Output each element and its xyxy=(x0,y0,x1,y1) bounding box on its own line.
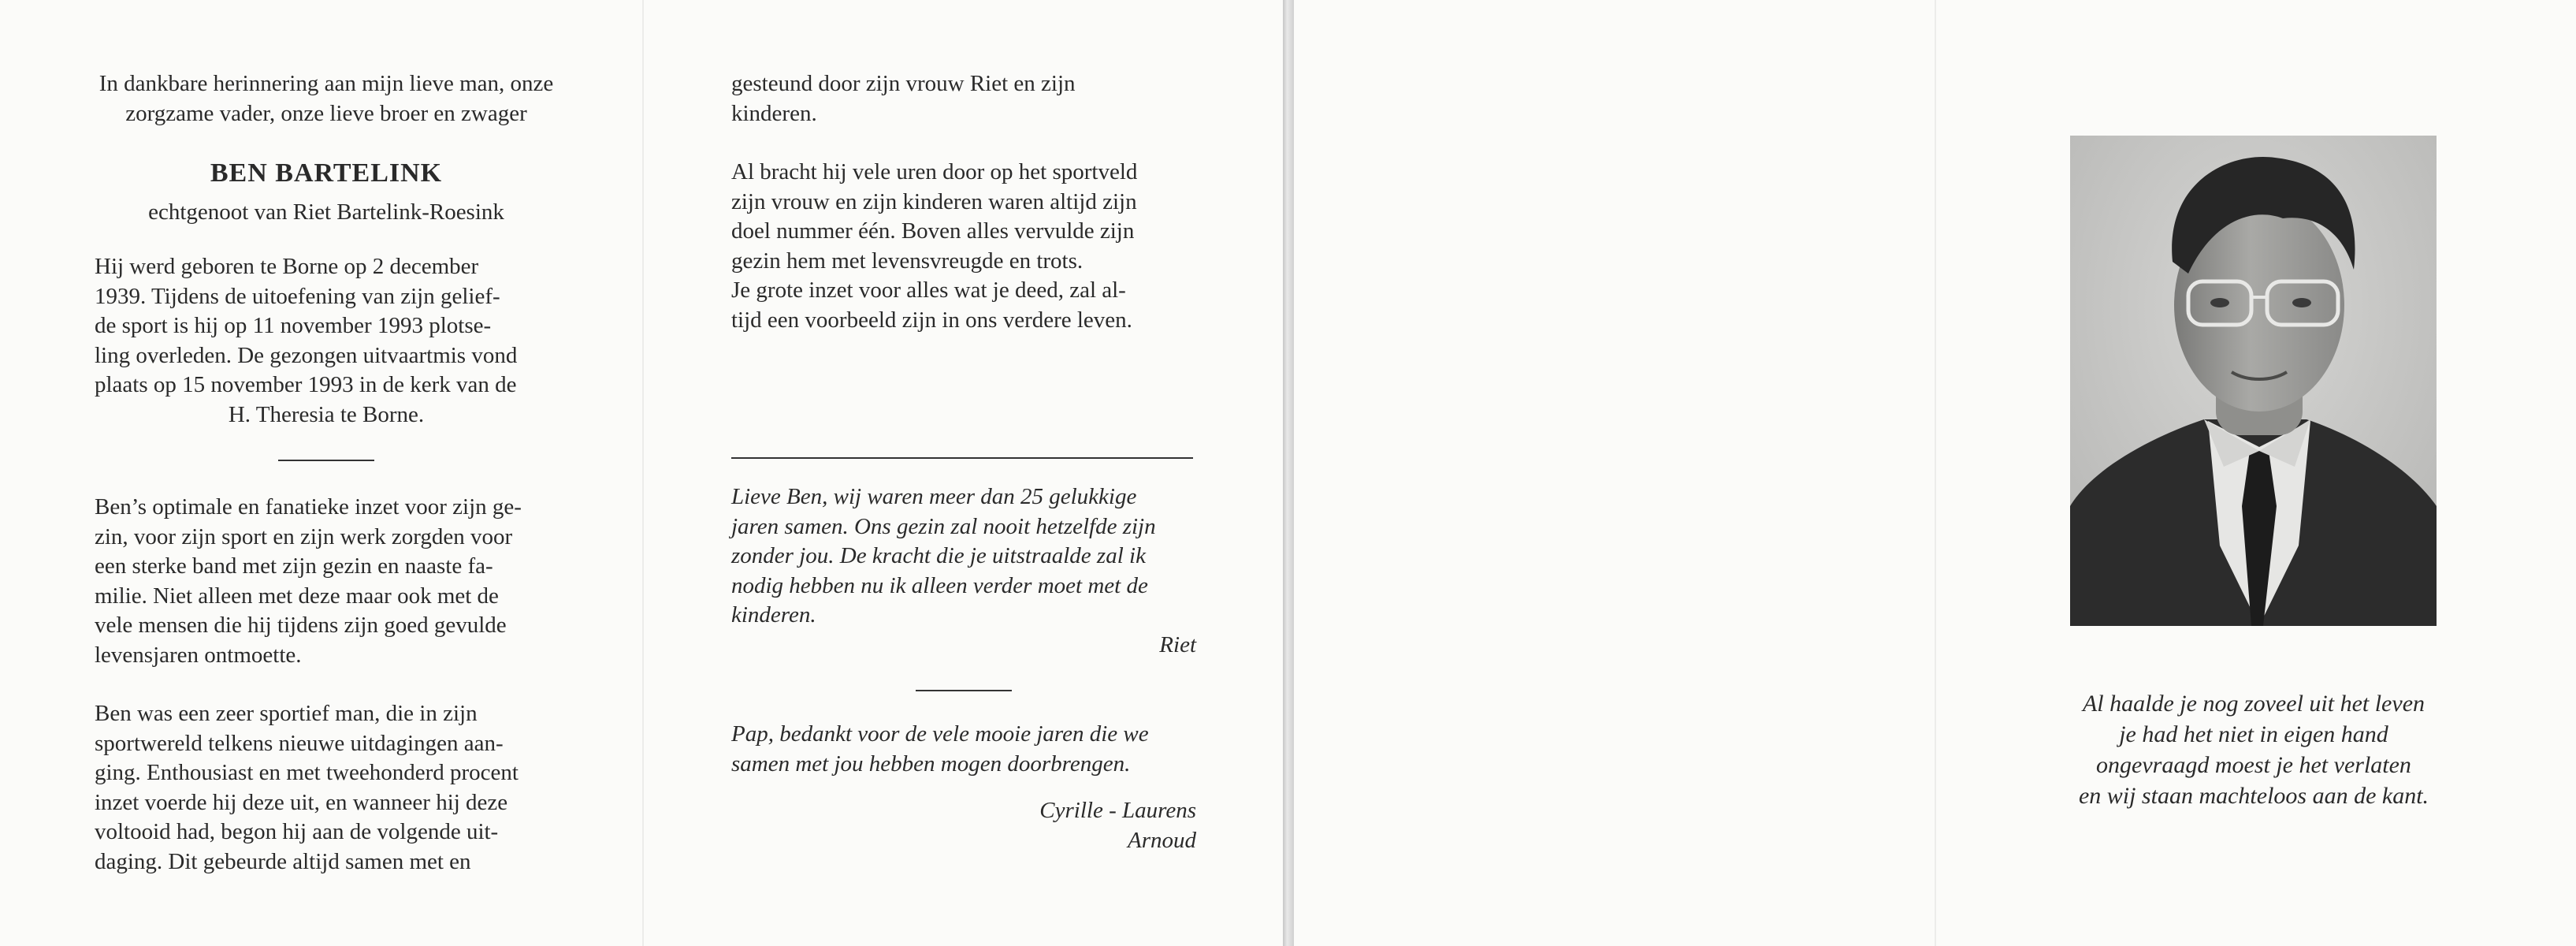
message-from-wife xyxy=(731,482,1196,660)
text-line: Ben was een zeer sportief man, die in zijn xyxy=(95,701,478,726)
text-line: doel nummer één. Boven alles vervulde zijn xyxy=(731,218,1135,244)
text-column-middle xyxy=(731,69,1196,855)
text-line: Je grote inzet voor alles wat je deed, zal al- xyxy=(731,277,1126,303)
text-line: levensjaren ontmoette. xyxy=(95,642,302,668)
text-line: vele mensen die hij tijdens zijn goed gevulde xyxy=(95,613,507,638)
poem-line: Al haalde je nog zoveel uit het leven xyxy=(2082,691,2425,717)
text-line: sportwereld telkens nieuwe uitdagingen aan- xyxy=(95,730,504,756)
fold-line xyxy=(642,0,644,946)
message-from-children xyxy=(731,720,1196,855)
text-line: H. Theresia te Borne. xyxy=(228,401,425,427)
poem-line: ongevraagd moest je het verlaten xyxy=(2096,752,2411,778)
wife-signature: Riet xyxy=(1159,631,1196,657)
text-line: daging. Dit gebeurde altijd samen met en xyxy=(95,848,471,874)
text-line: zijn vrouw en zijn kinderen waren altijd zijn xyxy=(731,188,1137,214)
text-line: tijd een voorbeeld zijn in ons verdere leven. xyxy=(731,307,1132,333)
text-line: gesteund door zijn vrouw Riet en zijn xyxy=(731,71,1076,96)
text-line: Ben’s optimale en fanatieke inzet voor zijn ge- xyxy=(95,494,522,520)
children-signature: Cyrille - Laurens xyxy=(1039,798,1196,823)
poem-line: je had het niet in eigen hand xyxy=(2119,721,2388,747)
text-line: Al bracht hij vele uren door op het sportveld xyxy=(731,159,1138,184)
fold-line xyxy=(1935,0,1936,946)
text-line: samen met jou hebben mogen doorbrengen. xyxy=(731,750,1131,777)
text-line: kinderen. xyxy=(731,100,817,126)
text-line: milie. Niet alleen met deze maar ook met de xyxy=(95,583,499,609)
paragraph-family xyxy=(731,158,1196,335)
text-line: zin, voor zijn sport en zijn werk zorgden voor xyxy=(95,523,513,549)
text-line: ling overleden. De gezongen uitvaartmis vond xyxy=(95,342,518,368)
spouse-line: echtgenoot van Riet Bartelink-Roesink xyxy=(148,199,504,225)
text-line: gezin hem met levensvreugde en trots. xyxy=(731,248,1084,274)
card-sheet-left xyxy=(0,0,1283,946)
text-line: Lieve Ben, wij waren meer dan 25 gelukkige xyxy=(731,484,1137,509)
paragraph-sport xyxy=(95,699,558,877)
text-line: nodig hebben nu ik alleen verder moet met de xyxy=(731,572,1148,598)
text-line: kinderen. xyxy=(731,602,816,628)
text-line: zonder jou. De kracht die je uitstraalde zal ik xyxy=(731,543,1146,568)
text-line: een sterke band met zijn gezin en naaste fa- xyxy=(95,553,493,579)
text-line: Pap, bedankt voor de vele mooie jaren die we xyxy=(731,721,1149,747)
separator-rule-long xyxy=(731,457,1193,459)
text-line: 1939. Tijdens de uitoefening van zijn gelief- xyxy=(95,283,500,309)
continued-text xyxy=(731,69,1196,128)
portrait-photo xyxy=(2070,136,2437,626)
poem-line: en wij staan machteloos aan de kant. xyxy=(2078,783,2429,809)
text-line: de sport is hij op 11 november 1993 plotse- xyxy=(95,313,492,338)
paragraph-dedication xyxy=(95,493,558,670)
text-column-left xyxy=(95,69,558,877)
text-line: Hij werd geboren te Borne op 2 december xyxy=(95,254,479,279)
biography xyxy=(95,252,558,430)
text-line: voltooid had, begon hij aan de volgende uit- xyxy=(95,819,499,844)
text-line: plaats op 15 november 1993 in de kerk van de xyxy=(95,372,517,397)
text-line: jaren samen. Ons gezin zal nooit hetzelfde zijn xyxy=(731,513,1156,539)
sheet-gap xyxy=(1283,0,1294,946)
portrait-image xyxy=(2070,136,2437,626)
text-line: inzet voerde hij deze uit, en wanneer hij deze xyxy=(95,789,508,815)
memorial-poem xyxy=(1970,688,2537,811)
separator-rule xyxy=(278,460,374,461)
deceased-name: BEN BARTELINK xyxy=(210,158,443,188)
separator-rule xyxy=(916,690,1012,691)
children-signature: Arnoud xyxy=(1128,827,1196,853)
intro-text: In dankbare herinnering aan mijn lieve man, onze zorgzame vader, onze lieve broer en zwager xyxy=(99,71,554,126)
text-line: ging. Enthousiast en met tweehonderd procent xyxy=(95,760,519,785)
